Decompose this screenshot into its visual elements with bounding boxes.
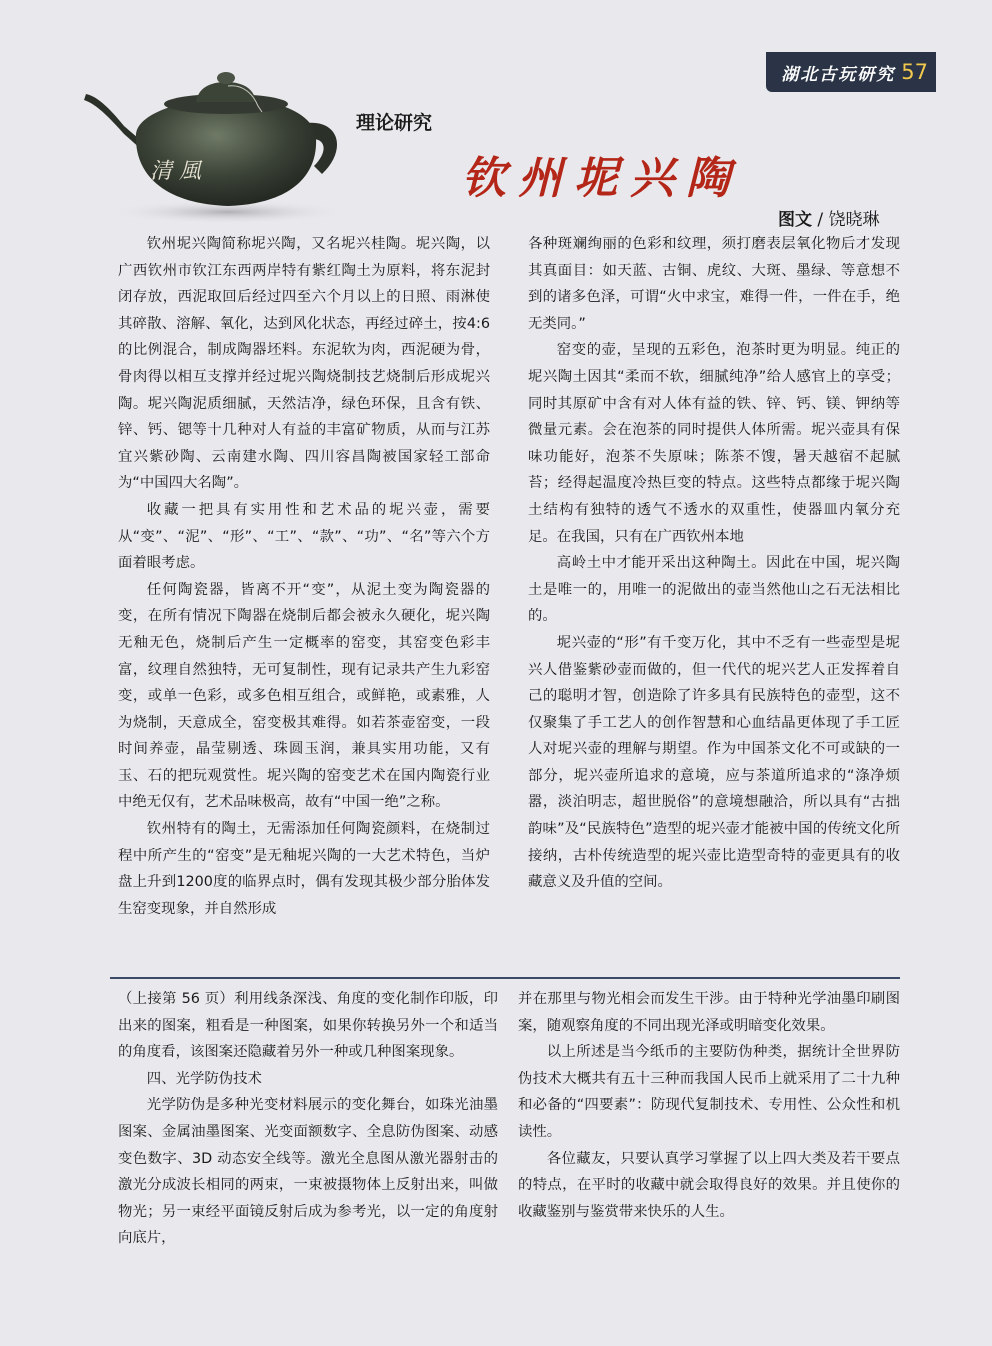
continued-column-left [118, 986, 498, 1252]
paragraph: 收藏一把具有实用性和艺术品的坭兴壶，需要从“变”、“泥”、“形”、“工”、“款”、“功”、“名”等六个方面着眼考虑。 [118, 501, 490, 572]
subheading: 四、光学防伪技术 [146, 1070, 262, 1087]
paragraph: 坭兴壶的“形”有千变万化，其中不乏有一些壶型是坭兴人借鉴紫砂壶而做的，但一代代的坭兴艺人正发挥着自己的聪明才智，创造除了许多具有民族特色的壶型，这不仅聚集了手工艺人的创作智慧和心血结晶更体现了手工匠人对坭兴壶的理解与期望。作为中国茶文化不可或缺的一部分，坭兴壶所追求的意境，应与茶道所追求的“涤净烦嚣，淡泊明志，超世脱俗”的意境想融洽，所以具有“古拙韵味”及“民族特色”造型的坭兴壶才能被中国的传统文化所接纳，古朴传统造型的坭兴壶比造型奇特的壶更具有的收藏意义及升值的空间。 [528, 634, 900, 891]
continued-column-right [518, 986, 900, 1225]
magazine-header [766, 52, 936, 92]
paragraph: 钦州坭兴陶简称坭兴陶，又名坭兴桂陶。坭兴陶，以广西钦州市钦江东西两岸特有紫红陶土为原料，将东泥封闭存放，西泥取回后经过四至六个月以上的日照、雨淋使其碎散、溶解、氧化，达到风化状态，再经过碎土，按4:6的比例混合，制成陶器坯料。东泥软为肉，西泥硬为骨，骨肉得以相互支撑并经过坭兴陶烧制技艺烧制后形成坭兴陶。坭兴陶泥质细腻，天然洁净，绿色环保，且含有铁、锌、钙、锶等十几种对人有益的丰富矿物质，从而与江苏宜兴紫砂陶、云南建水陶、四川容昌陶被国家轻工部命为“中国四大名陶”。 [118, 236, 490, 492]
teapot-inscription: 清 風 [150, 159, 201, 184]
byline-author: / 饶晓琳 [817, 210, 880, 230]
paragraph: （上接第 56 页）利用线条深浅、角度的变化制作印版，印出来的图案，粗看是一种图案，如果你转换另外一个和适当的角度看，该图案还隐藏着另外一种或几种图案现象。 [118, 991, 498, 1061]
article-column-right [528, 231, 900, 896]
paragraph: 高岭土中才能开采出这种陶土。因此在中国，坭兴陶土是唯一的，用唯一的泥做出的壶当然他山之石无法相比的。 [528, 555, 900, 625]
section-divider [110, 977, 900, 979]
byline [778, 205, 880, 230]
section-label: 理论研究 [356, 112, 433, 134]
byline-prefix: 图文 [778, 210, 812, 230]
paragraph: 钦州特有的陶土，无需添加任何陶瓷颜料，在烧制过程中所产生的“窑变”是无釉坭兴陶的一大艺术特色，当炉盘上升到1200度的临界点时，偶有发现其极少部分胎体发生窑变现象，并自然形成 [118, 821, 490, 917]
page-title: 钦州坭兴陶 [462, 153, 742, 204]
paragraph: 各位藏友，只要认真学习掌握了以上四大类及若干要点的特点，在平时的收藏中就会取得良好的效果。并且使你的收藏鉴别与鉴赏带来快乐的人生。 [518, 1150, 900, 1220]
paragraph: 并在那里与物光相会而发生干涉。由于特种光学油墨印刷图案，随观察角度的不同出现光泽或明暗变化效果。 [518, 991, 900, 1034]
article-column-left [118, 231, 490, 922]
paragraph: 光学防伪是多种光变材料展示的变化舞台，如珠光油墨图案、金属油墨图案、光变面额数字、全息防伪图案、动感变色数字、3D 动态安全线等。激光全息图从激光器射击的激光分成波长相同的两束，一束被摄物体上反射出来，叫做物光；另一束经平面镜反射后成为参考光，以一定的角度射向底片， [118, 1097, 498, 1247]
teapot-image [78, 54, 358, 224]
paragraph: 任何陶瓷器，皆离不开“变”，从泥土变为陶瓷器的变，在所有情况下陶器在烧制后都会被永久硬化，坭兴陶无釉无色，烧制后产生一定概率的窑变，其窑变色彩丰富，纹理自然独特，无可复制性，现有记录共产生九彩窑变，或单一色彩，或多色相互组合，或鲜艳，或素雅，人为烧制，天意成全，窑变极其难得。如若茶壶窑变，一段时间养壶，晶莹剔透、珠圆玉润，兼具实用功能，又有玉、石的把玩观赏性。坭兴陶的窑变艺术在国内陶瓷行业中绝无仅有，艺术品味极高，故有“中国一绝”之称。 [118, 581, 490, 811]
page-number: 57 [901, 60, 928, 84]
paragraph: 窑变的壶，呈现的五彩色，泡茶时更为明显。纯正的坭兴陶土因其“柔而不软，细腻纯净”给人感官上的享受；同时其原矿中含有对人体有益的铁、锌、钙、镁、钾纳等微量元素。会在泡茶的同时提供人体所需。坭兴壶具有保味功能好，泡茶不失原味；陈茶不馊，暑天越宿不起腻苔；经得起温度冷热巨变的特点。这些特点都缘于坭兴陶土结构有独特的透气不透水的双重性，使器皿内氧分充足。在我国，只有在广西钦州本地 [528, 342, 900, 545]
magazine-name: 湖北古玩研究 [781, 64, 896, 85]
paragraph: 各种斑斓绚丽的色彩和纹理，须打磨表层氧化物后才发现其真面目：如天蓝、古铜、虎纹、大斑、墨绿、等意想不到的诸多色泽，可谓“火中求宝，难得一件，一件在手，绝无类同。” [528, 236, 900, 332]
paragraph: 以上所述是当今纸币的主要防伪种类，据统计全世界防伪技术大概共有五十三种而我国人民币上就采用了二十九种和必备的“四要素”：防现代复制技术、专用性、公众性和机读性。 [518, 1044, 900, 1140]
